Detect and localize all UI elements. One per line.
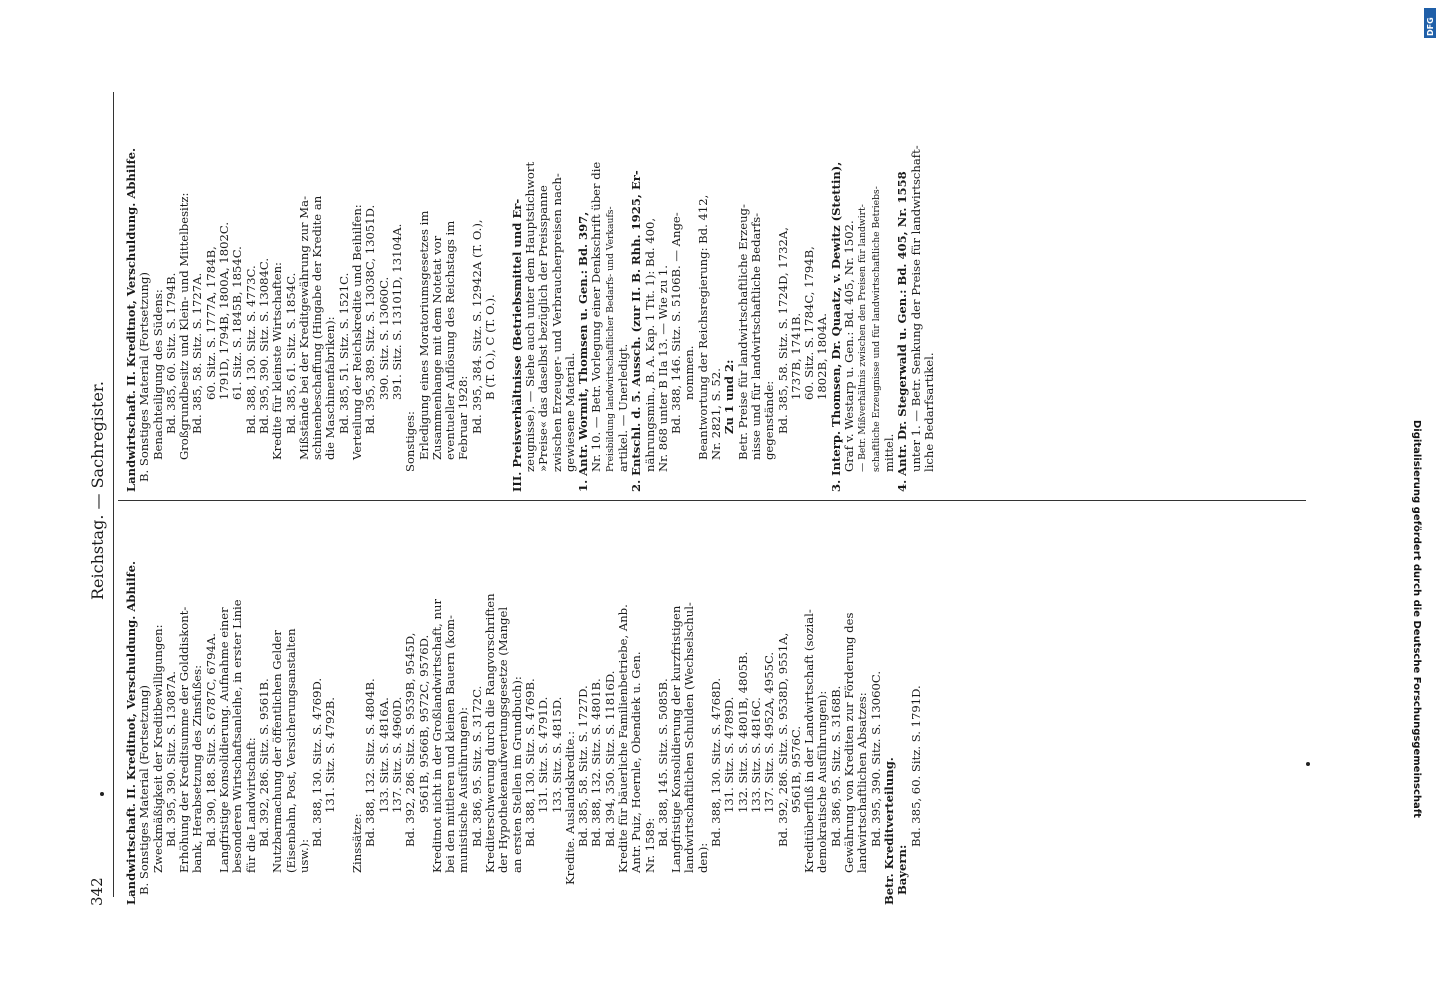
index-entry-line: 9561B, 9576C. [788, 725, 803, 813]
index-entry-line: Bd. 388, 130. Sitz. S. 4769B. [522, 678, 537, 847]
running-title: Reichstag. — Sachregister. [88, 381, 107, 600]
index-entry-line: Erledigung eines Moratoriumsgesetzes im [416, 210, 431, 460]
index-entry-line: Langfristige Konsolidierung. Aufnahme einer [217, 607, 232, 873]
index-entry-line: Graf v. Westarp u. Gen.: Bd. 405, Nr. 1502. [842, 220, 857, 472]
index-entry-line: 131. Sitz. S. 4792B. [323, 697, 338, 813]
index-entry-line: Kreditnot nicht in der Großlandwirtschaft, nur [429, 599, 444, 873]
index-entry-line: demokratische Ausführungen): [815, 690, 830, 873]
scan-speck [1306, 762, 1310, 766]
index-entry-line: bei den mittleren und kleinen Bauern (kom- [443, 615, 458, 873]
index-entry-line: gewiesene Material. [562, 352, 577, 472]
index-entry-line: Bd. 388, 132. Sitz. S. 4801B. [589, 678, 604, 847]
index-entry-line: Februar 1928: [456, 375, 471, 460]
index-entry-line: Bd. 392, 286. Sitz. S. 9538D, 9551A, [775, 632, 790, 847]
digitization-note: Digitalisierung gefördert durch die Deutsche Forschungsgemeinschaft [1411, 420, 1422, 818]
scan-speck [100, 792, 104, 796]
index-entry-line: die Maschinenfabriken): [323, 316, 338, 460]
dfg-logo: DFG [1424, 8, 1436, 38]
index-entry-line: B. Sonstiges Material (Fortsetzung) [137, 272, 152, 482]
index-entry-line: Gewährung von Krediten zur Förderung des [842, 612, 857, 873]
index-entry-line: Nutzbarmachung der öffentlichen Gelder [270, 630, 285, 873]
index-entry-line: III. Preisverhältnisse (Betriebsmittel und Er- [509, 198, 524, 492]
index-entry-line: zeugnisse). — Siehe auch unter dem Hauptstichwort [522, 161, 537, 472]
index-entry-line: Nr. 868 unter B IIa 13. — Wie zu 1. [655, 265, 670, 472]
index-entry-line: Bd. 395, 390. Sitz. S. 13060C. [868, 670, 883, 847]
index-entry-line: Beantwortung der Reichsregierung: Bd. 412, [695, 194, 710, 460]
index-entry-line: nährungsmin., B. A. Kap. 1 Tit. 1): Bd. 400, [642, 217, 657, 472]
index-entry-line: Verteilung der Reichskredite und Beihilfen: [350, 204, 365, 460]
index-entry-line: Bd. 395, 390. Sitz. S. 13084C. [256, 257, 271, 434]
index-entry-line: Preisbildung landwirtschaftlicher Bedarfs- und Verkaufs- [604, 206, 616, 472]
index-entry-line: Krediterschwerung durch die Rangvorschriften [483, 593, 498, 873]
index-entry-line: 4. Antr. Dr. Stegerwald u. Gen.: Bd. 405, Nr. 1558 [895, 171, 910, 492]
index-entry-line: landwirtschaftlichen Schulden (Wechselschul- [682, 602, 697, 873]
index-entry-line: zwischen Erzeuger- und Verbraucherpreisen nach- [549, 173, 564, 472]
index-entry-line: 9561B, 9566B, 9572C, 9576D. [416, 634, 431, 813]
index-entry-line: Zinssätze: [350, 813, 365, 873]
index-entry-line: Kredite für bäuerliche Familienbetriebe, Anb. [615, 604, 630, 873]
index-entry-line: Kredite. Auslandskredite.: [562, 730, 577, 885]
index-entry-line: 133. Sitz. S. 4815D. [549, 696, 564, 813]
index-entry-line: Landwirtschaft. II. Kreditnot, Verschuldung. Abhilfe. [124, 147, 138, 492]
index-entry-line: Zweckmäßigkeit der Kreditbewilligungen: [150, 624, 165, 873]
index-entry-line: Erhöhung der Kreditsumme der Golddiskont- [177, 606, 192, 873]
index-entry-line: Bd. 385, 51. Sitz. S. 1521C. [336, 272, 351, 434]
index-entry-line: artikel. — Unerledigt. [615, 343, 630, 472]
index-entry-line: 137. Sitz. S. 4952A, 4955C. [762, 651, 777, 813]
index-entry-line: Bd. 388, 145. Sitz. S. 5085B. [655, 678, 670, 847]
index-entry-line: B. Sonstiges Material (Fortsetzung) [137, 685, 152, 895]
column-divider [118, 500, 1306, 501]
index-entry-line: den): [695, 842, 710, 873]
index-entry-line: Bd. 392, 286. Sitz. S. 9539B, 9545D, [403, 632, 418, 847]
index-entry-line: 133. Sitz. S. 4816C. [748, 697, 763, 813]
index-entry-line: Nr. 2821, S. 52. [709, 368, 724, 460]
index-entry-line: Nr. 10. — Betr. Vorlegung einer Denkschrift über die [589, 161, 604, 472]
index-entry-line: Langfristige Konsolidierung der kurzfristigen [669, 605, 684, 873]
index-entry-line: Bd. 388, 130. Sitz. S. 4768D. [709, 677, 724, 847]
index-entry-line: eventueller Auflösung des Reichstags im [443, 220, 458, 460]
index-entry-line: 2. Entschl. d. 5. Aussch. (zur II. B. Rhh. 1925, Er- [629, 170, 644, 492]
index-entry-line: 1737B, 1741B. [788, 312, 803, 400]
index-entry-line: Bd. 388, 146. Sitz. S. 5106B. — Ange- [669, 212, 684, 434]
index-entry-line: nommen. [682, 345, 697, 400]
index-entry-line: gegenstände: [762, 380, 777, 460]
index-entry-line: Bd. 395, 390. Sitz. S. 13087A. [163, 671, 178, 847]
index-entry-line: Bd. 385, 60. Sitz. S. 1791D. [908, 685, 923, 847]
index-entry-line: 131. Sitz. S. 4791D. [536, 696, 551, 813]
header-rule [113, 92, 114, 897]
index-entry-line: 391. Sitz. S. 13101D, 13104A. [389, 223, 404, 400]
index-entry-line: 1791D, 1794B, 1800A, 1802C. [217, 221, 232, 400]
index-entry-line: Bd. 395, 384. Sitz. S. 12942A (T. O.), [469, 219, 484, 434]
index-entry-line: 132. Sitz. S. 4801B, 4805B. [735, 651, 750, 813]
index-entry-line: an ersten Stellen im Grundbuch): [509, 676, 524, 873]
index-entry-line: Bd. 386, 95. Sitz. S. 3168B. [828, 685, 843, 847]
index-entry-line: Bd. 386, 95. Sitz. S. 3172C. [469, 685, 484, 847]
index-entry-line: nisse und für landwirtschaftliche Bedarfs- [748, 212, 763, 460]
index-entry-line: Bd. 395, 389. Sitz. S. 13038C, 13051D. [363, 204, 378, 434]
index-entry-line: 60. Sitz. S. 1777A, 1784B, [203, 246, 218, 400]
index-entry-line: 60. Sitz. S. 1784C, 1794B, [802, 246, 817, 400]
index-entry-line: Bd. 390, 188. Sitz. S. 6787C, 6794A. [203, 633, 218, 847]
index-entry-line: 390. Sitz. S. 13060C. [376, 276, 391, 400]
index-entry-line: 1802B, 1804A. [815, 313, 830, 400]
left-column [125, 505, 923, 905]
index-entry-line: Kredite für kleinste Wirtschaften: [270, 262, 285, 460]
index-entry-line: usw.): [296, 838, 311, 873]
index-entry-line [497, 92, 510, 492]
index-entry-line: Antr. Puiz, Hoernle, Obendiek u. Gen. [629, 651, 644, 873]
index-entry-line: munistische Ausführungen): [456, 706, 471, 873]
index-entry-line: »Preise« das daselbst bezüglich der Preisspanne [536, 185, 551, 472]
index-entry-line: Zusammenhange mit dem Notetat vor [429, 235, 444, 460]
index-entry-line: Bd. 394, 350. Sitz. S. 11816D. [602, 670, 617, 847]
right-column [125, 92, 936, 492]
index-entry-line: mittel. [881, 433, 896, 472]
index-entry-line: der Hypothekenaufwertungsgesetze (Mangel [496, 606, 511, 873]
index-entry-line: Betr. Preise für landwirtschaftliche Erzeug- [735, 204, 750, 460]
index-entry-line: schaftliche Erzeugnisse und für landwirtschaftliche Betriebs- [870, 186, 882, 472]
index-entry-line [338, 505, 351, 905]
index-entry-line: landwirtschaftlichen Absatzes: [855, 692, 870, 873]
index-entry-line: Bd. 392, 286. Sitz. S. 9561B. [256, 678, 271, 847]
index-entry-line: B (T. O.), C (T. O.). [483, 294, 498, 400]
index-entry-line: 1. Antr. Wormit, Thomsen u. Gen.: Bd. 397, [576, 211, 591, 492]
index-entry-line: Nr. 1589: [642, 817, 657, 873]
index-entry-line: Bd. 385, 58. Sitz. S. 1727A. [190, 272, 205, 434]
index-entry-line: unter 1. — Betr. Senkung der Preise für landwirtschaft- [908, 145, 923, 472]
page-number: 342 [88, 877, 106, 906]
index-entry-line: Bd. 385, 58. Sitz. S. 1727D. [576, 685, 591, 847]
index-entry-line: für die Landwirtschaft: [243, 737, 258, 873]
index-entry-line: Bayern: [895, 844, 910, 895]
index-entry-line: 131. Sitz. S. 4789D. [722, 696, 737, 813]
index-entry-line: Bd. 385, 61. Sitz. S. 1854C. [283, 272, 298, 434]
index-entry-line: Bd. 388, 130. Sitz. S. 4773C. [243, 265, 258, 434]
index-entry-line: Bd. 385, 60. Sitz. S. 1794B. [163, 272, 178, 434]
index-entry-line: (Eisenbahn, Post, Versicherungsanstalten [283, 628, 298, 873]
index-entry-line: Bd. 388, 132. Sitz. S. 4804B. [363, 678, 378, 847]
index-entry-line: Kreditüberfluß in der Landwirtschaft (sozial- [802, 609, 817, 873]
index-entry-line: Betr. Kreditverteilung. [881, 757, 896, 905]
index-entry-line: Mißstände bei der Kreditgewährung zur Ma- [296, 196, 311, 460]
index-entry-line: schinenbeschaffung (Hingabe der Kredite an [310, 195, 325, 460]
index-entry-line: Sonstiges: [403, 411, 418, 472]
index-entry-line: 137. Sitz. S. 4960D. [389, 696, 404, 813]
index-entry-line: Großgrundbesitz und Klein- und Mittelbesitz: [177, 192, 192, 460]
index-entry-line: Landwirtschaft. II. Kreditnot, Verschuldung. Abhilfe. [124, 560, 138, 905]
index-entry-line: liche Bedarfsartikel. [921, 352, 936, 472]
index-entry-line: 133. Sitz. S. 4816A. [376, 697, 391, 813]
index-entry-line: Bd. 385, 58. Sitz. S. 1724D, 1732A, [775, 227, 790, 434]
index-entry-line: 3. Interp. Thomsen, Dr. Quaatz, v. Dewitz (Stettin), [828, 161, 843, 492]
index-entry-line: — Betr. Mißverhältnis zwischen den Preisen für landwirt- [857, 204, 869, 472]
index-entry-line: bank, Herabsetzung des Zinsfußes: [190, 665, 205, 873]
index-entry-line: Zu 1 und 2: [722, 359, 737, 434]
index-entry-line: Benachteiligung des Südens: [150, 289, 165, 460]
index-entry-line: Bd. 388, 130. Sitz. S. 4769D. [310, 677, 325, 847]
index-entry-line: besonderen Wirtschaftsanleihe, in erster Linie [230, 599, 245, 873]
index-entry-line: 61. Sitz. S. 1845B, 1854C. [230, 246, 245, 400]
